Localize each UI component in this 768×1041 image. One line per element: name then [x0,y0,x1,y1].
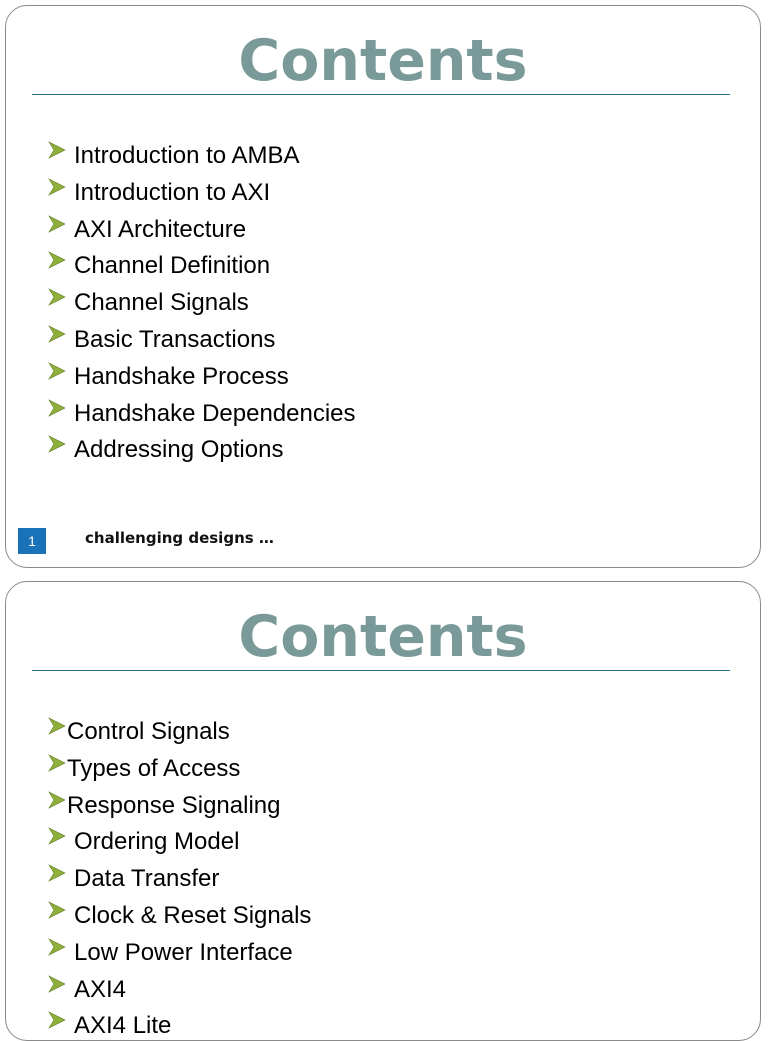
arrowhead-bullet-icon [48,362,66,380]
list-item-label: AXI Architecture [74,215,247,243]
arrowhead-bullet-icon [48,938,66,956]
list-item-label: Basic Transactions [74,325,276,353]
list-item-label: Response Signaling [67,791,281,819]
arrowhead-bullet-icon [48,178,66,196]
arrowhead-bullet-icon [48,435,66,453]
footer-text: challenging designs … [85,529,274,547]
list-item-label: Handshake Process [74,362,289,390]
list-item [46,898,311,935]
arrowhead-bullet-icon [48,141,66,159]
list-item [46,285,356,322]
list-item [46,432,356,469]
list-item [46,248,356,285]
list-item-label: Channel Signals [74,289,249,317]
list-item [46,935,311,972]
list-item-label: Ordering Model [74,828,240,856]
list-item-label: Clock & Reset Signals [74,901,312,929]
list-item-label: Types of Access [67,754,241,782]
title-divider [32,670,730,671]
list-item [46,972,311,1009]
contents-list [46,714,311,1041]
page-number-badge: 1 [18,528,46,554]
list-item [46,714,311,751]
list-item [46,359,356,396]
list-item [46,175,356,212]
list-item-label: Channel Definition [74,252,271,280]
slide-title: Contents [238,604,528,670]
list-item [46,322,356,359]
arrowhead-bullet-icon [48,827,66,845]
list-item-label: Low Power Interface [74,938,293,966]
title-divider [32,94,730,95]
list-item-label: Introduction to AMBA [74,142,300,169]
list-item [46,1008,311,1041]
list-item-label: Data Transfer [74,865,220,893]
arrowhead-bullet-icon [48,975,66,993]
arrowhead-bullet-icon [48,1011,66,1029]
list-item [46,138,356,175]
slide-1 [5,5,761,568]
list-item [46,751,311,788]
arrowhead-bullet-icon [48,325,66,343]
arrowhead-bullet-icon [48,791,66,809]
arrowhead-bullet-icon [48,288,66,306]
arrowhead-bullet-icon [48,215,66,233]
contents-list [46,138,356,469]
list-item [46,861,311,898]
slide-2 [5,581,761,1041]
list-item-label: Control Signals [67,718,230,745]
list-item-label: AXI4 [74,975,127,1003]
list-item [46,396,356,433]
arrowhead-bullet-icon [48,754,66,772]
arrowhead-bullet-icon [48,901,66,919]
list-item-label: AXI4 Lite [74,1012,172,1040]
slide-title: Contents [238,28,528,94]
list-item [46,788,311,825]
list-item-label: Introduction to AXI [74,178,271,206]
list-item-label: Handshake Dependencies [74,399,356,427]
arrowhead-bullet-icon [48,399,66,417]
list-item-label: Addressing Options [74,436,284,464]
arrowhead-bullet-icon [48,251,66,269]
list-item [46,824,311,861]
list-item [46,212,356,249]
arrowhead-bullet-icon [48,717,66,735]
arrowhead-bullet-icon [48,864,66,882]
